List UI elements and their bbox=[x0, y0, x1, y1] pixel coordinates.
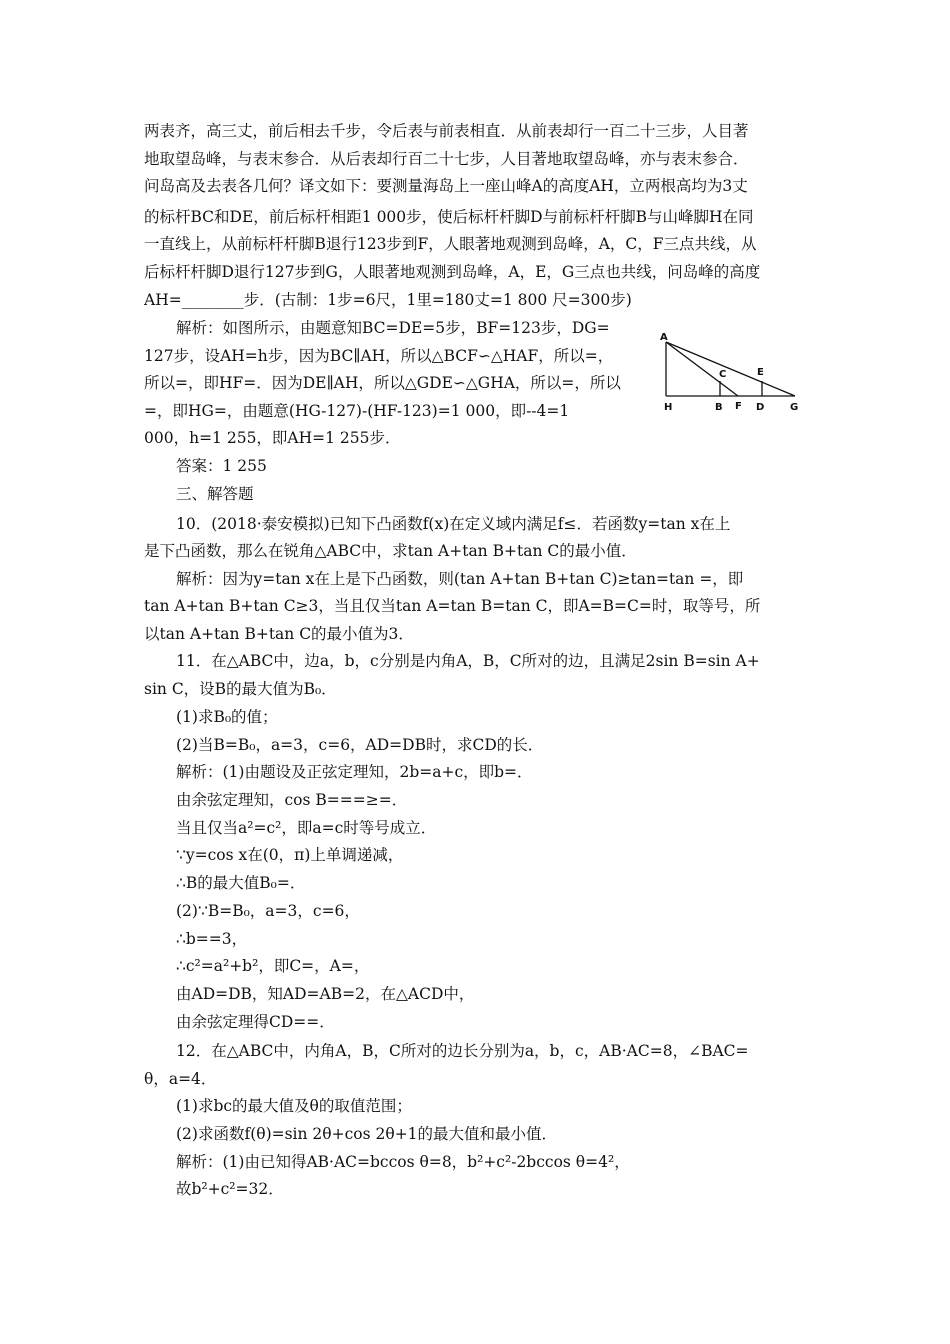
text-line: (2)求函数f(θ)=sin 2θ+cos 2θ+1的最大值和最小值． bbox=[176, 1125, 558, 1143]
geometry-figure bbox=[652, 328, 812, 420]
text-line: 127步，设AH=h步，因为BC∥AH，所以△BCF∽△HAF，所以=， bbox=[144, 347, 614, 365]
text-line: ∵y=cos x在(0，π)上单调递减， bbox=[176, 846, 404, 864]
text-line: 由AD=DB，知AD=AB=2，在△ACD中， bbox=[176, 985, 475, 1003]
text-line: 地取望岛峰，与表末参合．从后表却行百二十七步，人目著地取望岛峰，亦与表末参合． bbox=[144, 150, 749, 168]
line-AG bbox=[666, 342, 795, 396]
text-line: 解析：因为y=tan x在上是下凸函数，则(tan A+tan B+tan C)≥tan=tan =，即 bbox=[176, 570, 744, 588]
text-line: θ，a=4． bbox=[144, 1070, 217, 1088]
island-height-diagram bbox=[652, 328, 812, 420]
text-line: (2)∵B=B₀，a=3，c=6， bbox=[176, 902, 360, 920]
text-line: 解析：(1)由题设及正弦定理知，2b=a+c，即b=． bbox=[176, 763, 533, 781]
label-C: C bbox=[719, 369, 727, 380]
text-line: 由余弦定理得CD==． bbox=[176, 1013, 335, 1031]
text-line: AH=________步．(古制：1步=6尺，1里=180丈=1 800 尺=300步) bbox=[144, 291, 632, 309]
text-line: (1)求bc的最大值及θ的取值范围； bbox=[176, 1097, 412, 1115]
text-line: ∴B的最大值B₀=． bbox=[176, 874, 306, 892]
line-AF bbox=[666, 342, 738, 396]
label-G: G bbox=[790, 402, 799, 413]
label-B: B bbox=[715, 402, 723, 413]
text-line: 问岛高及去表各几何？译文如下：要测量海岛上一座山峰A的高度AH，立两根高均为3丈 bbox=[144, 177, 748, 195]
text-line: tan A+tan B+tan C≥3，当且仅当tan A=tan B=tan C，即A=B=C=时，取等号，所 bbox=[144, 597, 761, 615]
problem-12: 12．在△ABC中，内角A，B，C所对的边长分别为a，b，c，AB·AC=8，∠BAC= bbox=[176, 1042, 749, 1060]
answer-line: 答案：1 255 bbox=[176, 457, 267, 475]
problem-11: 11．在△ABC中，边a，b，c分别是内角A，B，C所对的边，且满足2sin B=sin A+ bbox=[176, 652, 760, 670]
text-line: 所以=，即HF=．因为DE∥AH，所以△GDE∽△GHA，所以=，所以 bbox=[144, 374, 621, 392]
text-line: 由余弦定理知，cos B===≥=． bbox=[176, 791, 408, 809]
text-line: 解析：(1)由已知得AB·AC=bccos θ=8，b²+c²-2bccos θ=4²， bbox=[176, 1153, 630, 1171]
text-line: (2)当B=B₀，a=3，c=6，AD=DB时，求CD的长． bbox=[176, 736, 544, 754]
text-line: 一直线上，从前标杆杆脚B退行123步到F，人眼著地观测到岛峰，A，C，F三点共线，从 bbox=[144, 235, 757, 253]
text-line: (1)求B₀的值； bbox=[176, 708, 278, 726]
label-E: E bbox=[757, 367, 764, 378]
text-line: ∴b==3， bbox=[176, 930, 248, 948]
label-H: H bbox=[664, 402, 673, 413]
text-line: =，即HG=，由题意(HG-127)-(HF-123)=1 000，即--4=1 bbox=[144, 402, 570, 420]
text-line: 是下凸函数，那么在锐角△ABC中，求tan A+tan B+tan C的最小值． bbox=[144, 542, 637, 560]
problem-10: 10．(2018·泰安模拟)已知下凸函数f(x)在定义域内满足f≤．若函数y=tan x在上 bbox=[176, 515, 731, 533]
text-line: 解析：如图所示，由题意知BC=DE=5步，BF=123步，DG= bbox=[176, 319, 610, 337]
text-line: 故b²+c²=32． bbox=[176, 1180, 284, 1198]
text-line: 当且仅当a²=c²，即a=c时等号成立． bbox=[176, 819, 437, 837]
text-line: 000，h=1 255，即AH=1 255步． bbox=[144, 429, 401, 447]
text-line: 的标杆BC和DE，前后标杆相距1 000步，使后标杆杆脚D与前标杆杆脚B与山峰脚H在同 bbox=[144, 208, 754, 226]
label-A: A bbox=[660, 332, 668, 343]
label-F: F bbox=[735, 401, 742, 412]
label-D: D bbox=[756, 402, 765, 413]
text-line: 以tan A+tan B+tan C的最小值为3． bbox=[144, 625, 414, 643]
text-line: sin C，设B的最大值为B₀． bbox=[144, 680, 337, 698]
section-heading: 三、解答题 bbox=[176, 485, 254, 503]
text-line: 两表齐，高三丈，前后相去千步，令后表与前表相直．从前表却行一百二十三步，人目著 bbox=[144, 122, 749, 140]
text-line: 后标杆杆脚D退行127步到G，人眼著地观测到岛峰，A，E，G三点也共线，问岛峰的高度 bbox=[144, 263, 761, 281]
text-line: ∴c²=a²+b²，即C=，A=， bbox=[176, 957, 370, 975]
